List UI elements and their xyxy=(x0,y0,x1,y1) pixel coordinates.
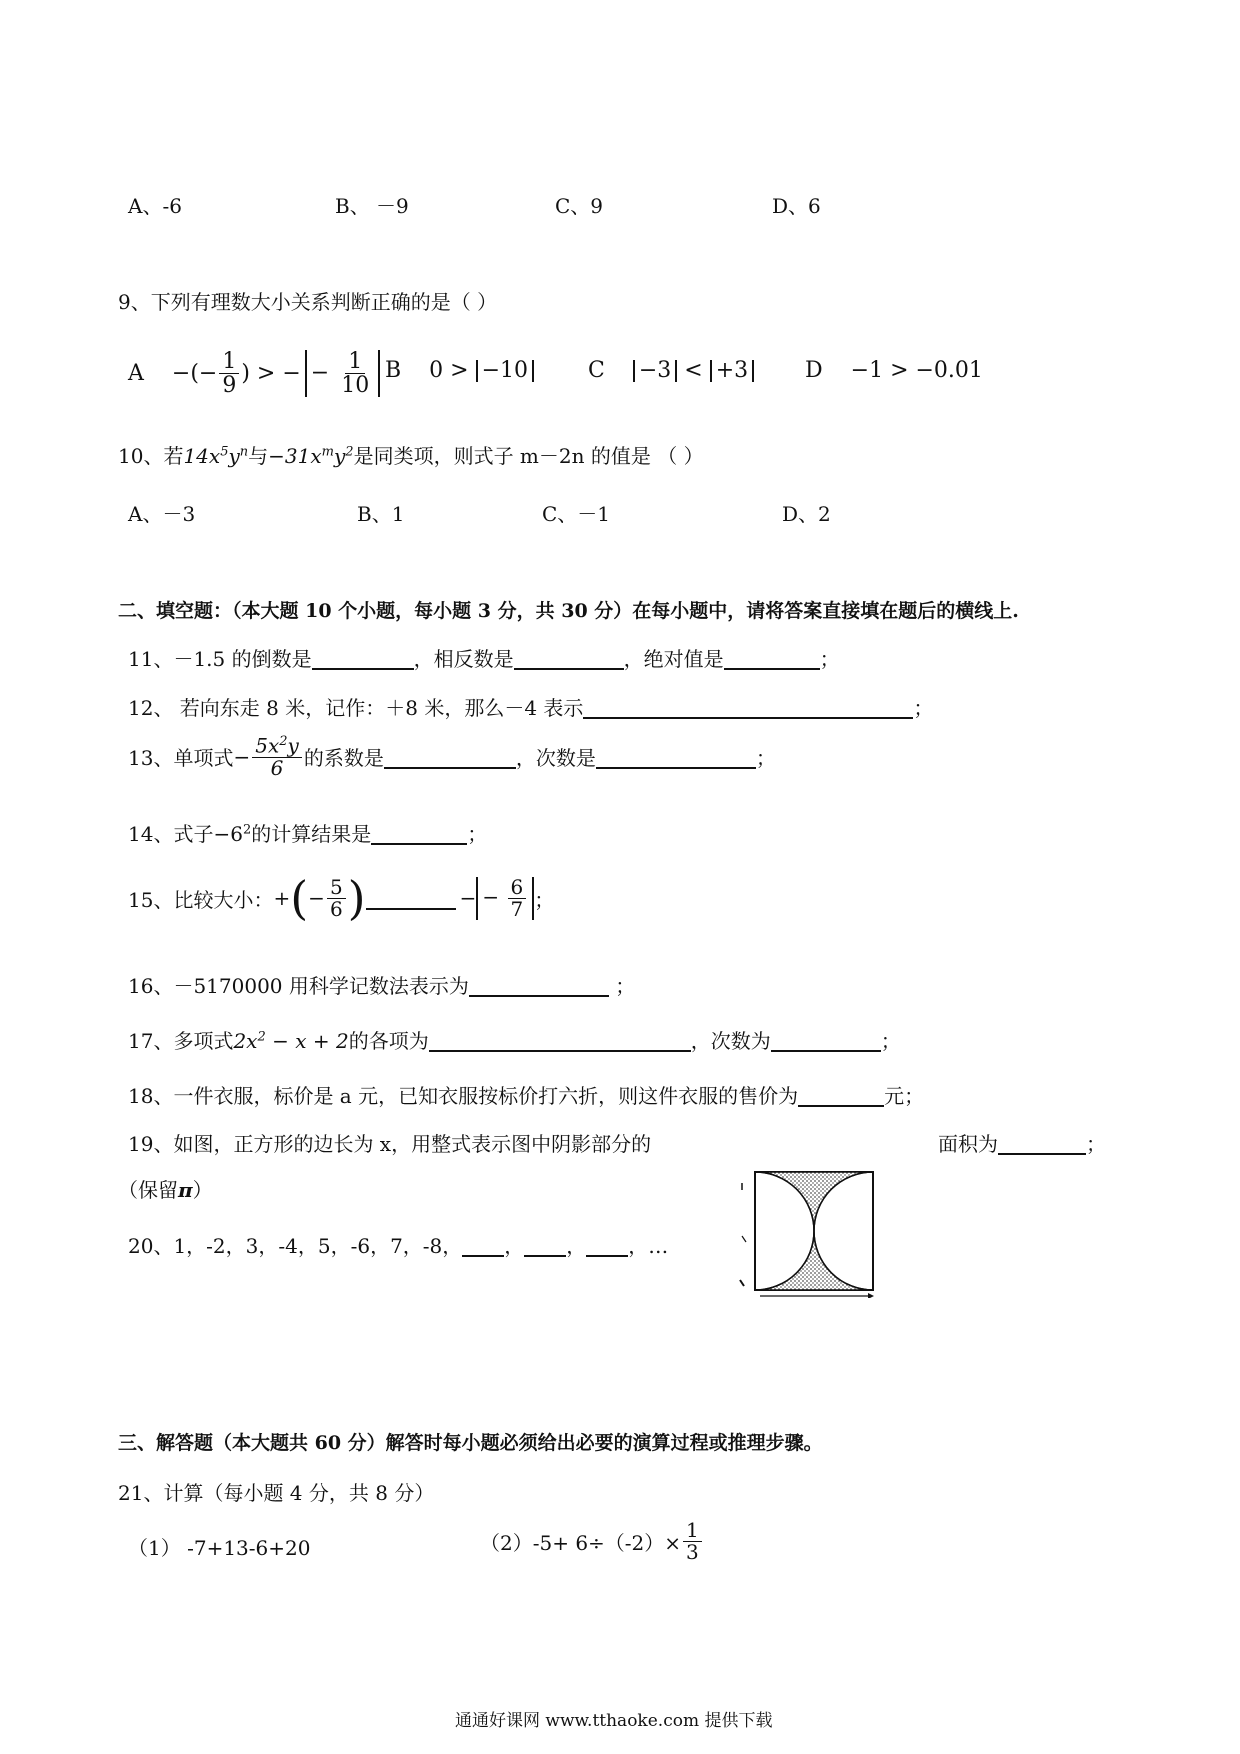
q13-blank-1[interactable] xyxy=(384,745,516,769)
q17-blank-2[interactable] xyxy=(771,1028,881,1052)
page-footer: 通通好课网 www.tthaoke.com 提供下载 xyxy=(455,1711,773,1731)
q10-option-b: B、1 xyxy=(357,502,405,526)
q16-blank[interactable] xyxy=(469,973,609,997)
q10-option-c: C、－1 xyxy=(542,502,611,526)
q13-blank-2[interactable] xyxy=(596,745,756,769)
q11: 11、－1.5 的倒数是 ，相反数是 ，绝对值是 ； xyxy=(128,647,840,671)
square-shaded-figure xyxy=(730,1168,900,1298)
q19-area: 面积为 ； xyxy=(938,1132,1106,1156)
q14-blank[interactable] xyxy=(371,821,467,845)
q9-option-c: C −3 < +3 xyxy=(588,358,754,383)
q20: 20、1，-2，3，-4，5，-6，7，-8， ， ， ，… xyxy=(128,1234,669,1258)
q9-option-a: A −(− $\frac{1}{9}$ ) > − − $\frac{1}{10}$ xyxy=(128,350,380,397)
q8-option-c: C、9 xyxy=(555,194,604,218)
q18: 18、一件衣服，标价是 a 元，已知衣服按标价打六折，则这件衣服的售价为 元； xyxy=(128,1084,925,1108)
section3-title: 三、解答题（本大题共 60 分）解答时每小题必须给出必要的演算过程或推理步骤。 xyxy=(118,1432,823,1454)
q15-blank[interactable] xyxy=(366,886,456,910)
q12-blank[interactable] xyxy=(583,695,913,719)
q14: 14、式子$-6^2$的计算结果是 ； xyxy=(128,822,488,846)
q9-stem: 9、下列有理数大小关系判断正确的是（ ） xyxy=(118,290,498,314)
q19: 19、如图，正方形的边长为 x，用整式表示图中阴影部分的 xyxy=(128,1132,652,1156)
q18-blank[interactable] xyxy=(798,1083,884,1107)
q11-blank-2[interactable] xyxy=(514,646,624,670)
q20-blank-2[interactable] xyxy=(524,1237,566,1257)
q8-option-a: A、-6 xyxy=(128,194,182,218)
q17: 17、多项式$2x^2 - x + 2$的各项为 ，次数为 ； xyxy=(128,1029,901,1053)
q20-blank-1[interactable] xyxy=(462,1237,504,1257)
q11-blank-3[interactable] xyxy=(724,646,820,670)
q8-option-d: D、6 xyxy=(772,194,821,218)
q10-option-d: D、2 xyxy=(782,502,831,526)
q17-blank-1[interactable] xyxy=(429,1028,691,1052)
q9-option-d: D −1 > −0.01 xyxy=(805,358,983,383)
q21-title: 21、计算（每小题 4 分，共 8 分） xyxy=(118,1481,435,1505)
q8-option-b: B、 －9 xyxy=(335,194,409,218)
q10-stem: 10、若$14x^5y^n$与$-31x^my^2$是同类项，则式子 m－2n 的值是 （ ） xyxy=(118,444,704,468)
q12: 12、 若向东走 8 米，记作：＋8 米，那么－4 表示 ； xyxy=(128,696,934,720)
q19-note: （保留π） xyxy=(118,1178,213,1202)
q21-sub1: （1） -7+13-6+20 xyxy=(128,1536,311,1560)
q13: 13、单项式 − $\frac{5x^2y}{6}$ 的系数是 ，次数是 ； xyxy=(128,733,776,780)
q21-sub2: （2）-5+ 6÷（-2）× $\frac{1}{3}$ xyxy=(480,1520,704,1563)
q9-option-b: B 0 > −10 xyxy=(385,358,534,383)
q20-blank-3[interactable] xyxy=(586,1237,628,1257)
q10-option-a: A、－3 xyxy=(128,502,196,526)
q19-blank[interactable] xyxy=(998,1131,1086,1155)
q15: 15、比较大小： + ( − $\frac{5}{6}$ ) − − $\frac{6}{7}$ ； xyxy=(128,871,555,925)
q16: 16、－5170000 用科学记数法表示为 ； xyxy=(128,974,636,998)
q11-blank-1[interactable] xyxy=(312,646,414,670)
section2-title: 二、填空题：（本大题 10 个小题，每小题 3 分，共 30 分）在每小题中，请将答案直接填在题后的横线上. xyxy=(118,600,1019,622)
